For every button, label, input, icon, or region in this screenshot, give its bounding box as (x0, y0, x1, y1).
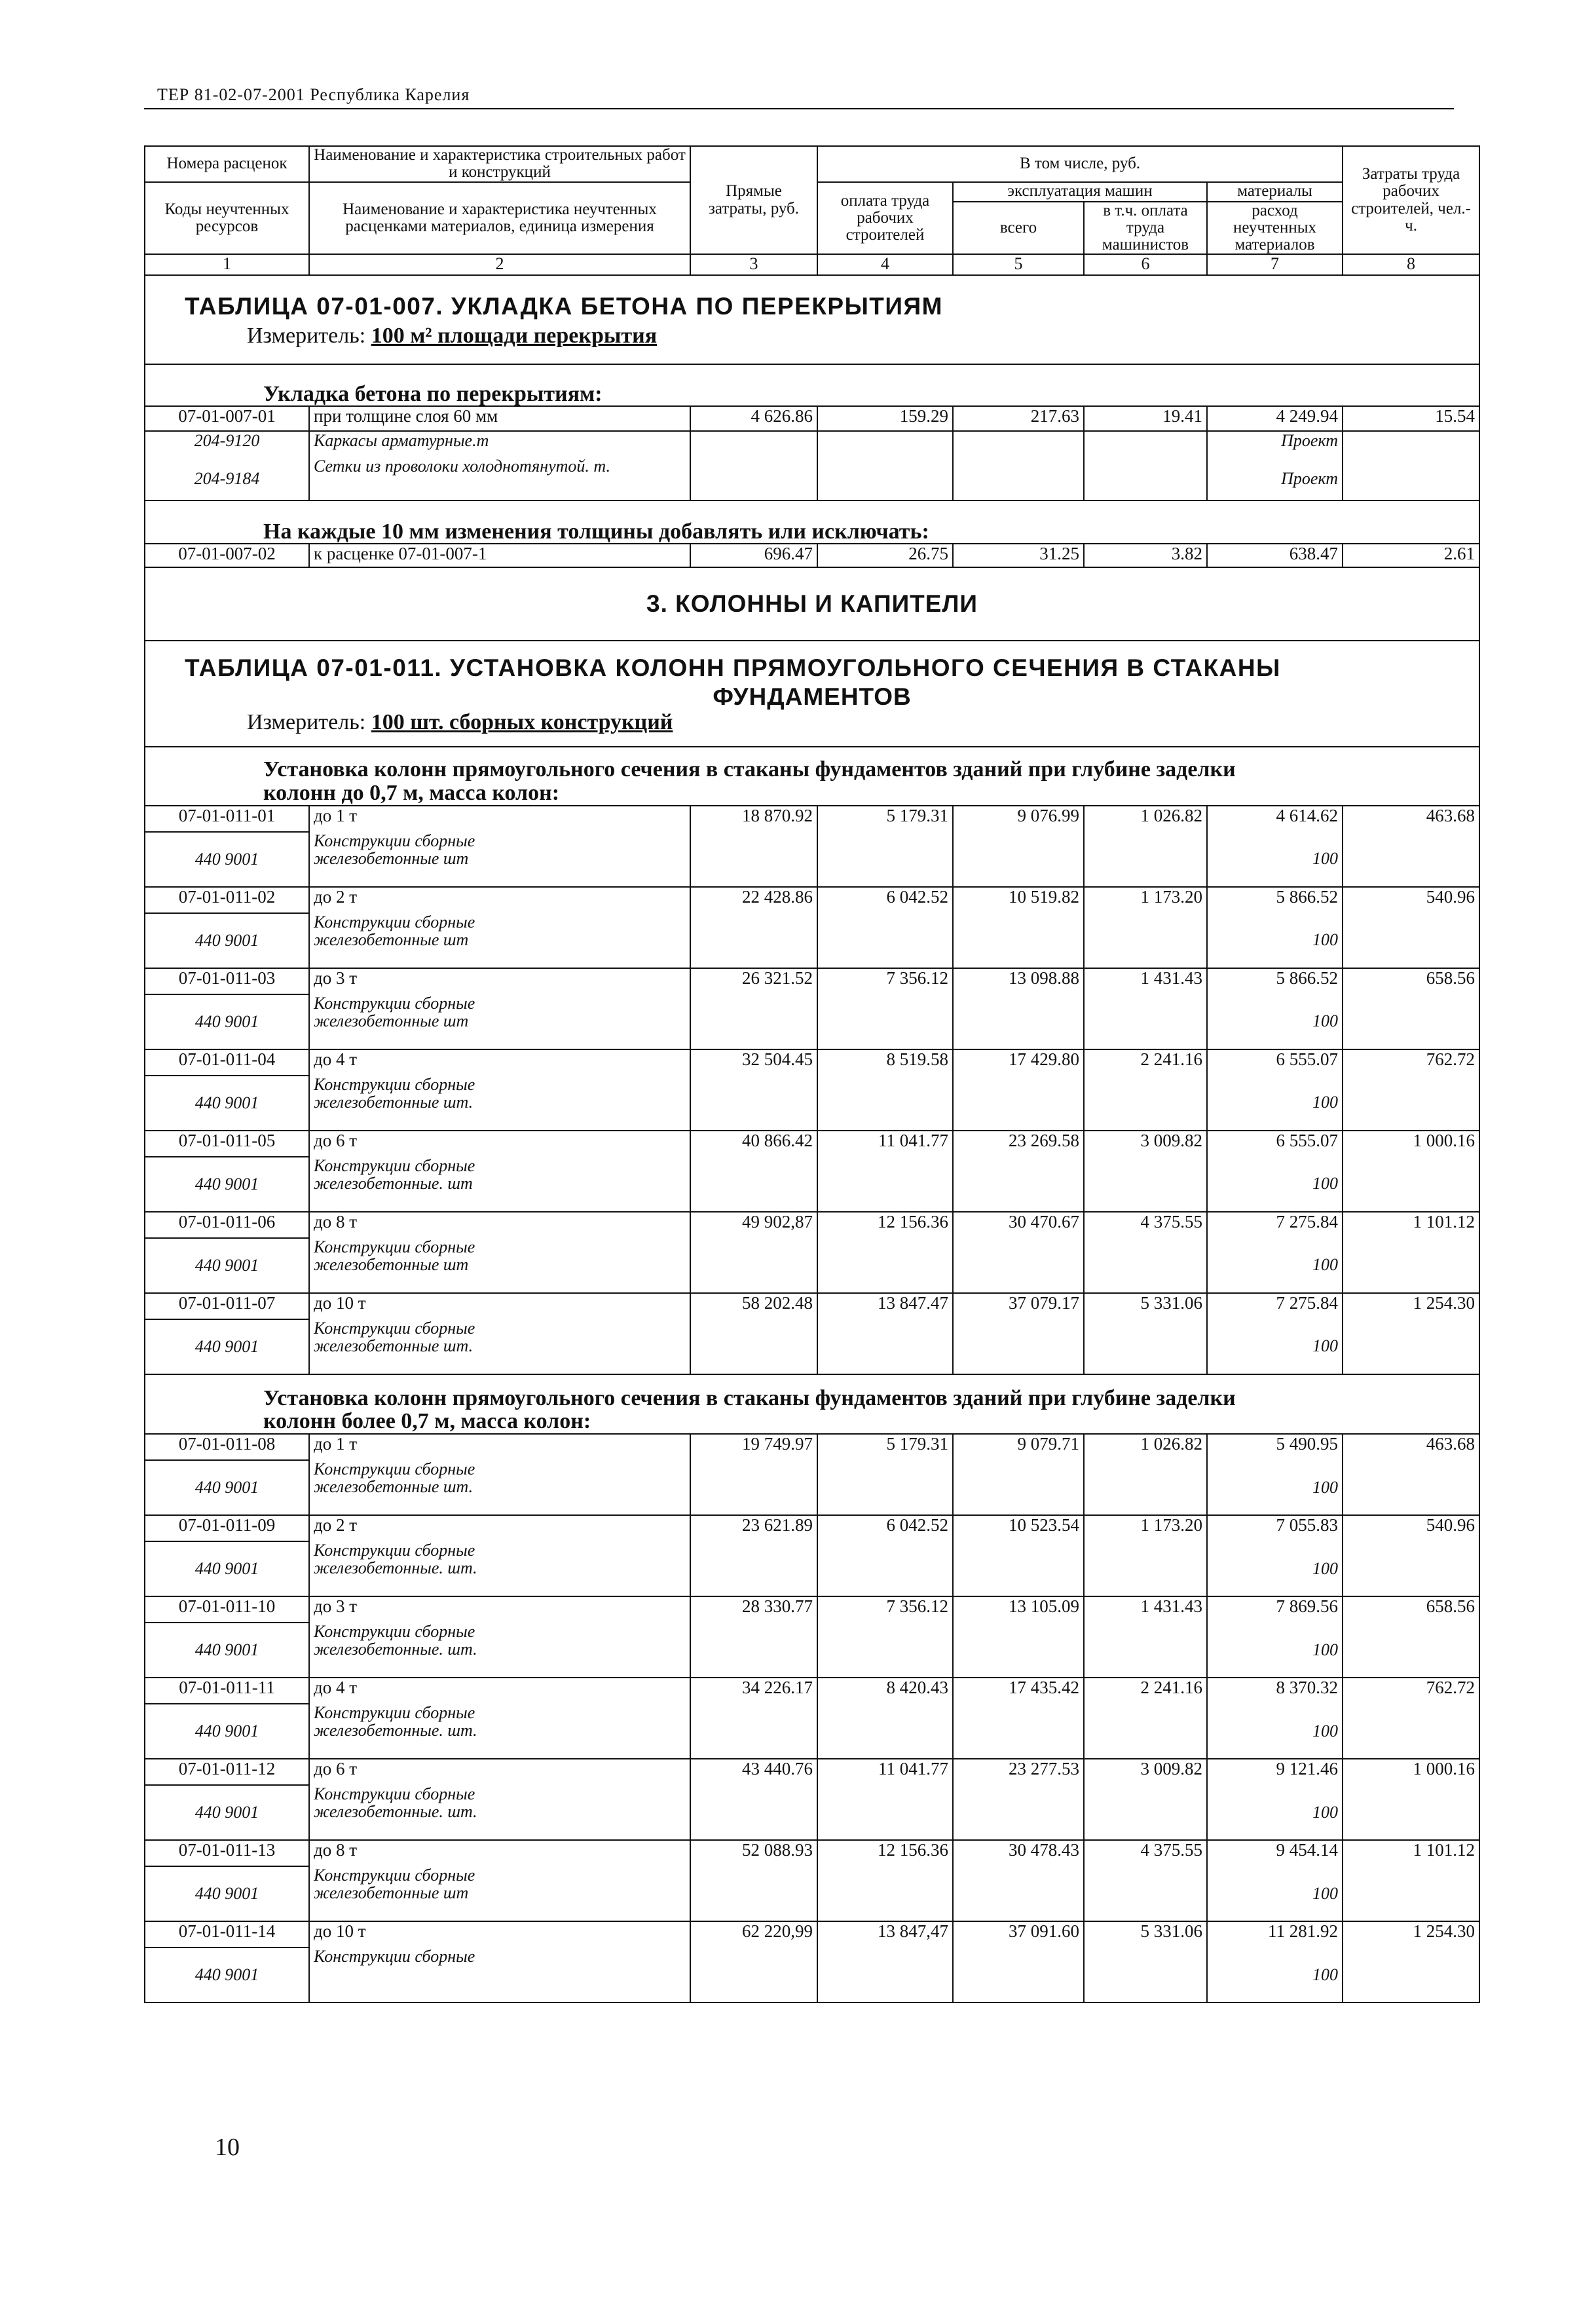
direct-cost: 26 321.52 (690, 968, 817, 994)
rate-code: 07-01-007-01 (145, 406, 309, 431)
group-heading: Установка колонн прямоугольного сечения в стаканы фундаментов зданий при глубине заделки колонн до 0,7 м, масса колон: (145, 747, 1479, 805)
rate-code: 07-01-007-02 (145, 544, 309, 567)
labor-cost: 26.75 (817, 544, 953, 567)
rate-name: до 8 т (309, 1840, 690, 1866)
labor-hours: 2.61 (1343, 544, 1479, 567)
col-number: 4 (817, 254, 953, 275)
machinist-labor-cost: 5 331.06 (1084, 1921, 1207, 1947)
resource-name: Конструкции сборные железобетонные. шт. (309, 1785, 690, 1840)
machines-cost: 23 277.53 (953, 1759, 1084, 1785)
resource-code: 204-9184 (145, 457, 309, 500)
resource-code: 440 9001 (145, 1704, 309, 1759)
resource-code: 204-9120 (145, 431, 309, 457)
table-measure: Измеритель: 100 шт. сборных конструкций (145, 711, 1479, 747)
resource-qty: 100 (1207, 1238, 1343, 1293)
labor-cost: 5 179.31 (817, 1434, 953, 1460)
labor-hours: 540.96 (1343, 1515, 1479, 1541)
labor-hours: 540.96 (1343, 887, 1479, 913)
table-title: ТАБЛИЦА 07-01-007. УКЛАДКА БЕТОНА ПО ПЕРЕКРЫТИЯМ (145, 275, 1479, 324)
direct-cost: 23 621.89 (690, 1515, 817, 1541)
resource-code: 440 9001 (145, 1076, 309, 1131)
labor-cost: 159.29 (817, 406, 953, 431)
resource-qty: 100 (1207, 1785, 1343, 1840)
table-measure: Измеритель: 100 м² площади перекрытия (145, 324, 1479, 364)
machinist-labor-cost: 3 009.82 (1084, 1759, 1207, 1785)
table-title-cont: ФУНДАМЕНТОВ (145, 685, 1479, 711)
rate-name: при толщине слоя 60 мм (309, 406, 690, 431)
machinist-labor-cost: 1 431.43 (1084, 1596, 1207, 1623)
direct-cost: 32 504.45 (690, 1049, 817, 1076)
rate-name: до 6 т (309, 1759, 690, 1785)
resource-code: 440 9001 (145, 1238, 309, 1293)
col-number: 6 (1084, 254, 1207, 275)
machines-cost: 9 076.99 (953, 806, 1084, 832)
rate-code: 07-01-011-14 (145, 1921, 309, 1947)
rate-name: до 1 т (309, 806, 690, 832)
group-heading: Установка колонн прямоугольного сечения в стаканы фундаментов зданий при глубине заделки колонн более 0,7 м, масса колон: (145, 1374, 1479, 1434)
machines-cost: 17 435.42 (953, 1678, 1084, 1704)
rate-code: 07-01-011-08 (145, 1434, 309, 1460)
resource-qty: Проект (1207, 457, 1343, 500)
resource-qty: 100 (1207, 832, 1343, 887)
materials-cost: 8 370.32 (1207, 1678, 1343, 1704)
col-number: 8 (1343, 254, 1479, 275)
direct-cost: 4 626.86 (690, 406, 817, 431)
labor-cost: 6 042.52 (817, 887, 953, 913)
direct-cost: 19 749.97 (690, 1434, 817, 1460)
rate-code: 07-01-011-02 (145, 887, 309, 913)
materials-cost: 5 866.52 (1207, 887, 1343, 913)
page-number: 10 (215, 2134, 240, 2161)
labor-hours: 1 101.12 (1343, 1212, 1479, 1238)
resource-qty: 100 (1207, 1157, 1343, 1212)
direct-cost: 28 330.77 (690, 1596, 817, 1623)
labor-cost: 12 156.36 (817, 1212, 953, 1238)
materials-cost: 9 121.46 (1207, 1759, 1343, 1785)
labor-hours: 658.56 (1343, 968, 1479, 994)
materials-cost: 5 490.95 (1207, 1434, 1343, 1460)
col-header-resource-name: Наименование и характеристика неучтенных расценками материалов, единица измерения (309, 182, 690, 255)
resource-qty: 100 (1207, 1076, 1343, 1131)
rate-name: до 1 т (309, 1434, 690, 1460)
direct-cost: 62 220,99 (690, 1921, 817, 1947)
machines-cost: 10 519.82 (953, 887, 1084, 913)
labor-cost: 13 847,47 (817, 1921, 953, 1947)
resource-name: Конструкции сборные железобетонные шт (309, 994, 690, 1049)
materials-cost: 4 249.94 (1207, 406, 1343, 431)
col-header-resource-codes: Коды неучтенных ресурсов (145, 182, 309, 255)
resource-code: 440 9001 (145, 832, 309, 887)
materials-cost: 7 275.84 (1207, 1293, 1343, 1319)
rate-code: 07-01-011-09 (145, 1515, 309, 1541)
machinist-labor-cost: 1 026.82 (1084, 806, 1207, 832)
machines-cost: 31.25 (953, 544, 1084, 567)
machines-cost: 9 079.71 (953, 1434, 1084, 1460)
materials-cost: 6 555.07 (1207, 1131, 1343, 1157)
header-rule (144, 108, 1454, 109)
machinist-labor-cost: 3.82 (1084, 544, 1207, 567)
col-header-mat-expense: расход неучтенных материалов (1207, 202, 1343, 255)
col-header-codes: Номера расценок (145, 146, 309, 182)
rate-name: до 2 т (309, 1515, 690, 1541)
direct-cost: 696.47 (690, 544, 817, 567)
materials-cost: 5 866.52 (1207, 968, 1343, 994)
direct-cost: 34 226.17 (690, 1678, 817, 1704)
machinist-labor-cost: 5 331.06 (1084, 1293, 1207, 1319)
rate-code: 07-01-011-03 (145, 968, 309, 994)
machinist-labor-cost: 2 241.16 (1084, 1049, 1207, 1076)
labor-hours: 1 254.30 (1343, 1293, 1479, 1319)
resource-name: Конструкции сборные железобетонные шт (309, 1238, 690, 1293)
resource-code: 440 9001 (145, 1541, 309, 1596)
resource-code: 440 9001 (145, 1947, 309, 2003)
rate-name: до 3 т (309, 1596, 690, 1623)
resource-code: 440 9001 (145, 1623, 309, 1678)
machines-cost: 37 079.17 (953, 1293, 1084, 1319)
labor-cost: 12 156.36 (817, 1840, 953, 1866)
machinist-labor-cost: 4 375.55 (1084, 1212, 1207, 1238)
machinist-labor-cost: 1 173.20 (1084, 887, 1207, 913)
labor-cost: 7 356.12 (817, 1596, 953, 1623)
direct-cost: 22 428.86 (690, 887, 817, 913)
machines-cost: 13 098.88 (953, 968, 1084, 994)
rate-code: 07-01-011-04 (145, 1049, 309, 1076)
labor-hours: 762.72 (1343, 1678, 1479, 1704)
col-number: 5 (953, 254, 1084, 275)
resource-name: Конструкции сборные железобетонные шт. (309, 1319, 690, 1374)
resource-code: 440 9001 (145, 994, 309, 1049)
materials-cost: 7 275.84 (1207, 1212, 1343, 1238)
resource-name: Конструкции сборные железобетонные. шт. (309, 1623, 690, 1678)
resource-name: Каркасы арматурные.т (309, 431, 690, 457)
materials-cost: 9 454.14 (1207, 1840, 1343, 1866)
labor-cost: 11 041.77 (817, 1759, 953, 1785)
resource-qty: 100 (1207, 1319, 1343, 1374)
labor-cost: 6 042.52 (817, 1515, 953, 1541)
labor-hours: 1 000.16 (1343, 1131, 1479, 1157)
rate-name: к расценке 07-01-007-1 (309, 544, 690, 567)
direct-cost: 58 202.48 (690, 1293, 817, 1319)
resource-code: 440 9001 (145, 1460, 309, 1515)
col-header-mach-labor: в т.ч. оплата труда машинистов (1084, 202, 1207, 255)
resource-qty: 100 (1207, 1704, 1343, 1759)
direct-cost: 40 866.42 (690, 1131, 817, 1157)
resource-name: Конструкции сборные железобетонные шт (309, 913, 690, 968)
direct-cost: 49 902,87 (690, 1212, 817, 1238)
machines-cost: 37 091.60 (953, 1921, 1084, 1947)
col-header-direct: Прямые затраты, руб. (690, 146, 817, 254)
resource-code: 440 9001 (145, 1785, 309, 1840)
machines-cost: 17 429.80 (953, 1049, 1084, 1076)
group-heading: На каждые 10 мм изменения толщины добавлять или исключать: (145, 500, 1479, 544)
machinist-labor-cost: 1 173.20 (1084, 1515, 1207, 1541)
machines-cost: 30 478.43 (953, 1840, 1084, 1866)
machinist-labor-cost: 2 241.16 (1084, 1678, 1207, 1704)
resource-code: 440 9001 (145, 913, 309, 968)
materials-cost: 7 055.83 (1207, 1515, 1343, 1541)
col-number: 3 (690, 254, 817, 275)
machinist-labor-cost: 1 431.43 (1084, 968, 1207, 994)
resource-name: Конструкции сборные (309, 1947, 690, 2003)
col-header-name: Наименование и характеристика строительных работ и конструкций (309, 146, 690, 182)
resource-name: Конструкции сборные железобетонные. шт (309, 1157, 690, 1212)
resource-qty: 100 (1207, 994, 1343, 1049)
labor-hours: 1 254.30 (1343, 1921, 1479, 1947)
group-heading: Укладка бетона по перекрытиям: (145, 364, 1479, 406)
resource-qty: 100 (1207, 1623, 1343, 1678)
labor-hours: 463.68 (1343, 1434, 1479, 1460)
col-number: 7 (1207, 254, 1343, 275)
resource-name: Конструкции сборные железобетонные шт (309, 832, 690, 887)
direct-cost: 18 870.92 (690, 806, 817, 832)
rate-code: 07-01-011-13 (145, 1840, 309, 1866)
resource-qty: 100 (1207, 1866, 1343, 1921)
col-header-labor: оплата труда рабочих строителей (817, 182, 953, 255)
resource-name: Конструкции сборные железобетонные шт. (309, 1076, 690, 1131)
resource-code: 440 9001 (145, 1319, 309, 1374)
rate-name: до 10 т (309, 1921, 690, 1947)
materials-cost: 4 614.62 (1207, 806, 1343, 832)
section-title: 3. КОЛОННЫ И КАПИТЕЛИ (145, 567, 1479, 641)
labor-cost: 5 179.31 (817, 806, 953, 832)
resource-name: Конструкции сборные железобетонные. шт. (309, 1541, 690, 1596)
rate-code: 07-01-011-11 (145, 1678, 309, 1704)
rate-name: до 2 т (309, 887, 690, 913)
materials-cost: 11 281.92 (1207, 1921, 1343, 1947)
rate-code: 07-01-011-05 (145, 1131, 309, 1157)
col-number: 2 (309, 254, 690, 275)
labor-cost: 8 519.58 (817, 1049, 953, 1076)
labor-cost: 13 847.47 (817, 1293, 953, 1319)
resource-name: Конструкции сборные железобетонные шт (309, 1866, 690, 1921)
materials-cost: 7 869.56 (1207, 1596, 1343, 1623)
labor-cost: 11 041.77 (817, 1131, 953, 1157)
labor-hours: 762.72 (1343, 1049, 1479, 1076)
resource-code: 440 9001 (145, 1866, 309, 1921)
machinist-labor-cost: 19.41 (1084, 406, 1207, 431)
resource-qty: 100 (1207, 913, 1343, 968)
machines-cost: 217.63 (953, 406, 1084, 431)
col-header-machines: эксплуатация машин (953, 182, 1207, 202)
resource-qty: Проект (1207, 431, 1343, 457)
document-header: ТЕР 81-02-07-2001 Республика Карелия (157, 85, 470, 104)
rate-code: 07-01-011-01 (145, 806, 309, 832)
table-title: ТАБЛИЦА 07-01-011. УСТАНОВКА КОЛОНН ПРЯМОУГОЛЬНОГО СЕЧЕНИЯ В СТАКАНЫ (145, 641, 1479, 685)
labor-hours: 1 101.12 (1343, 1840, 1479, 1866)
col-header-materials: материалы (1207, 182, 1343, 202)
resource-name: Конструкции сборные железобетонные. шт. (309, 1704, 690, 1759)
resource-qty: 100 (1207, 1541, 1343, 1596)
rate-name: до 4 т (309, 1049, 690, 1076)
col-header-hours: Затраты труда рабочих строителей, чел.-ч. (1343, 146, 1479, 254)
rate-code: 07-01-011-10 (145, 1596, 309, 1623)
rates-table (144, 145, 1480, 2003)
rate-name: до 6 т (309, 1131, 690, 1157)
labor-hours: 658.56 (1343, 1596, 1479, 1623)
resource-name: Сетки из проволоки холоднотянутой. т. (309, 457, 690, 500)
rate-name: до 10 т (309, 1293, 690, 1319)
rate-name: до 8 т (309, 1212, 690, 1238)
rate-code: 07-01-011-06 (145, 1212, 309, 1238)
labor-hours: 1 000.16 (1343, 1759, 1479, 1785)
machines-cost: 23 269.58 (953, 1131, 1084, 1157)
col-header-incl: В том числе, руб. (817, 146, 1343, 182)
materials-cost: 6 555.07 (1207, 1049, 1343, 1076)
resource-qty: 100 (1207, 1460, 1343, 1515)
resource-name: Конструкции сборные железобетонные шт. (309, 1460, 690, 1515)
machinist-labor-cost: 3 009.82 (1084, 1131, 1207, 1157)
materials-cost: 638.47 (1207, 544, 1343, 567)
labor-cost: 7 356.12 (817, 968, 953, 994)
col-header-mach-total: всего (953, 202, 1084, 255)
labor-hours: 463.68 (1343, 806, 1479, 832)
machines-cost: 30 470.67 (953, 1212, 1084, 1238)
rate-code: 07-01-011-12 (145, 1759, 309, 1785)
col-number: 1 (145, 254, 309, 275)
rate-code: 07-01-011-07 (145, 1293, 309, 1319)
machines-cost: 13 105.09 (953, 1596, 1084, 1623)
machinist-labor-cost: 1 026.82 (1084, 1434, 1207, 1460)
labor-hours: 15.54 (1343, 406, 1479, 431)
direct-cost: 52 088.93 (690, 1840, 817, 1866)
direct-cost: 43 440.76 (690, 1759, 817, 1785)
machines-cost: 10 523.54 (953, 1515, 1084, 1541)
machinist-labor-cost: 4 375.55 (1084, 1840, 1207, 1866)
rate-name: до 4 т (309, 1678, 690, 1704)
labor-cost: 8 420.43 (817, 1678, 953, 1704)
resource-code: 440 9001 (145, 1157, 309, 1212)
resource-qty: 100 (1207, 1947, 1343, 2003)
rate-name: до 3 т (309, 968, 690, 994)
